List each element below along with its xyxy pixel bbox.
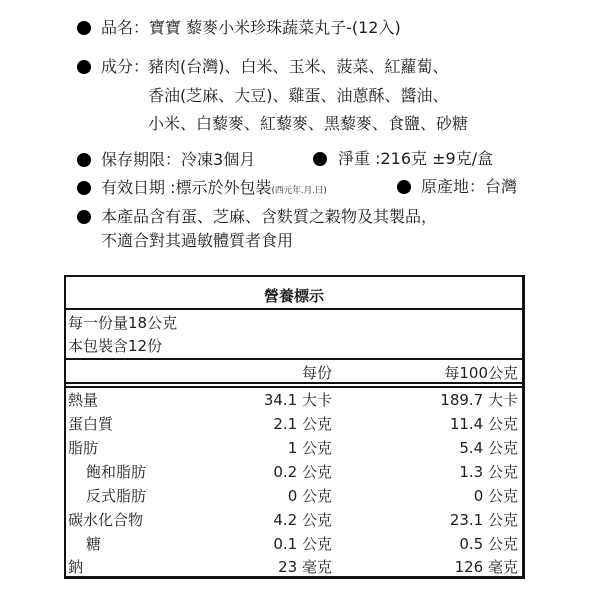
- bullet-icon: [397, 180, 411, 194]
- divider: [66, 308, 522, 310]
- divider: [66, 382, 522, 384]
- row-name: 碳水化合物: [68, 511, 144, 529]
- ingredients-line-1: 豬肉(台灣)、白米、玉米、菠菜、紅蘿蔔、: [148, 57, 449, 76]
- row-per-100g: 23.1 公克: [449, 511, 518, 529]
- row-per-serving: 0.1 公克: [273, 535, 332, 553]
- servings-per-package: 本包裝含12份: [68, 337, 163, 355]
- row-per-100g: 1.3 公克: [459, 463, 518, 481]
- product-name-value: 寶寶 藜麥小米珍珠蔬菜丸子-(12入): [149, 18, 401, 37]
- bullet-icon: [77, 181, 91, 195]
- product-name: [101, 18, 401, 38]
- row-name: 鈉: [68, 558, 84, 576]
- divider: [66, 358, 522, 360]
- expiry-label: 有效日期: [101, 178, 166, 197]
- allergen-line-1: 本產品含有蛋、芝麻、含麩質之穀物及其製品，: [101, 207, 438, 226]
- ingredients-label: 成分：: [101, 57, 150, 76]
- net-weight: [338, 149, 493, 169]
- origin-value: 台灣: [485, 177, 518, 196]
- shelf-life-label: 保存期限：: [101, 150, 182, 169]
- row-name: 熱量: [68, 391, 99, 409]
- shelf-life: [101, 150, 255, 170]
- row-per-100g: 5.4 公克: [459, 439, 518, 457]
- row-per-serving: 34.1 大卡: [263, 391, 332, 409]
- bullet-icon: [77, 210, 91, 224]
- row-per-serving: 1 公克: [287, 439, 332, 457]
- row-per-serving: 0.2 公克: [273, 463, 332, 481]
- product-name-label: 品名：: [101, 18, 150, 37]
- ingredients-line-2: 香油(芝麻、大豆)、雞蛋、油蔥酥、醬油、: [148, 86, 449, 105]
- expiry: [101, 178, 327, 201]
- row-per-100g: 126 毫克: [454, 558, 518, 576]
- nutrition-table: [64, 275, 525, 579]
- bullet-icon: [77, 60, 91, 74]
- row-name: 糖: [86, 535, 102, 553]
- row-per-100g: 189.7 大卡: [440, 391, 518, 409]
- row-name: 脂肪: [68, 439, 99, 457]
- row-name: 蛋白質: [68, 415, 114, 433]
- shelf-life-value: 冷凍3個月: [181, 150, 256, 169]
- row-per-serving: 0 公克: [287, 487, 332, 505]
- serving-size: 每一份量18公克: [68, 314, 178, 332]
- bullet-icon: [77, 153, 91, 167]
- nutrition-title: 營養標示: [263, 287, 324, 305]
- col-header-per-100g: 每100公克: [444, 364, 518, 382]
- divider: [66, 386, 522, 388]
- row-per-100g: 11.4 公克: [449, 415, 518, 433]
- expiry-value: :標示於外包裝: [170, 178, 272, 197]
- bullet-icon: [313, 152, 327, 166]
- net-weight-value: :216克 ±9克/盒: [375, 149, 494, 168]
- row-per-serving: 2.1 公克: [273, 415, 332, 433]
- expiry-note: (西元年.月.日): [271, 186, 327, 196]
- col-header-per-serving: 每份: [301, 364, 332, 382]
- allergen-line-2: 不適合對其過敏體質者食用: [101, 231, 294, 250]
- bullet-icon: [77, 21, 91, 35]
- origin: [421, 177, 517, 197]
- row-per-100g: 0 公克: [473, 487, 518, 505]
- origin-label: 原產地：: [421, 177, 486, 196]
- row-name: 反式脂肪: [86, 487, 147, 505]
- row-per-serving: 4.2 公克: [273, 511, 332, 529]
- row-name: 飽和脂肪: [86, 463, 147, 481]
- net-weight-label: 淨重: [338, 149, 371, 168]
- row-per-100g: 0.5 公克: [459, 535, 518, 553]
- ingredients-line-3: 小米、白藜麥、紅藜麥、黑藜麥、食鹽、砂糖: [148, 114, 469, 133]
- row-per-serving: 23 毫克: [278, 558, 332, 576]
